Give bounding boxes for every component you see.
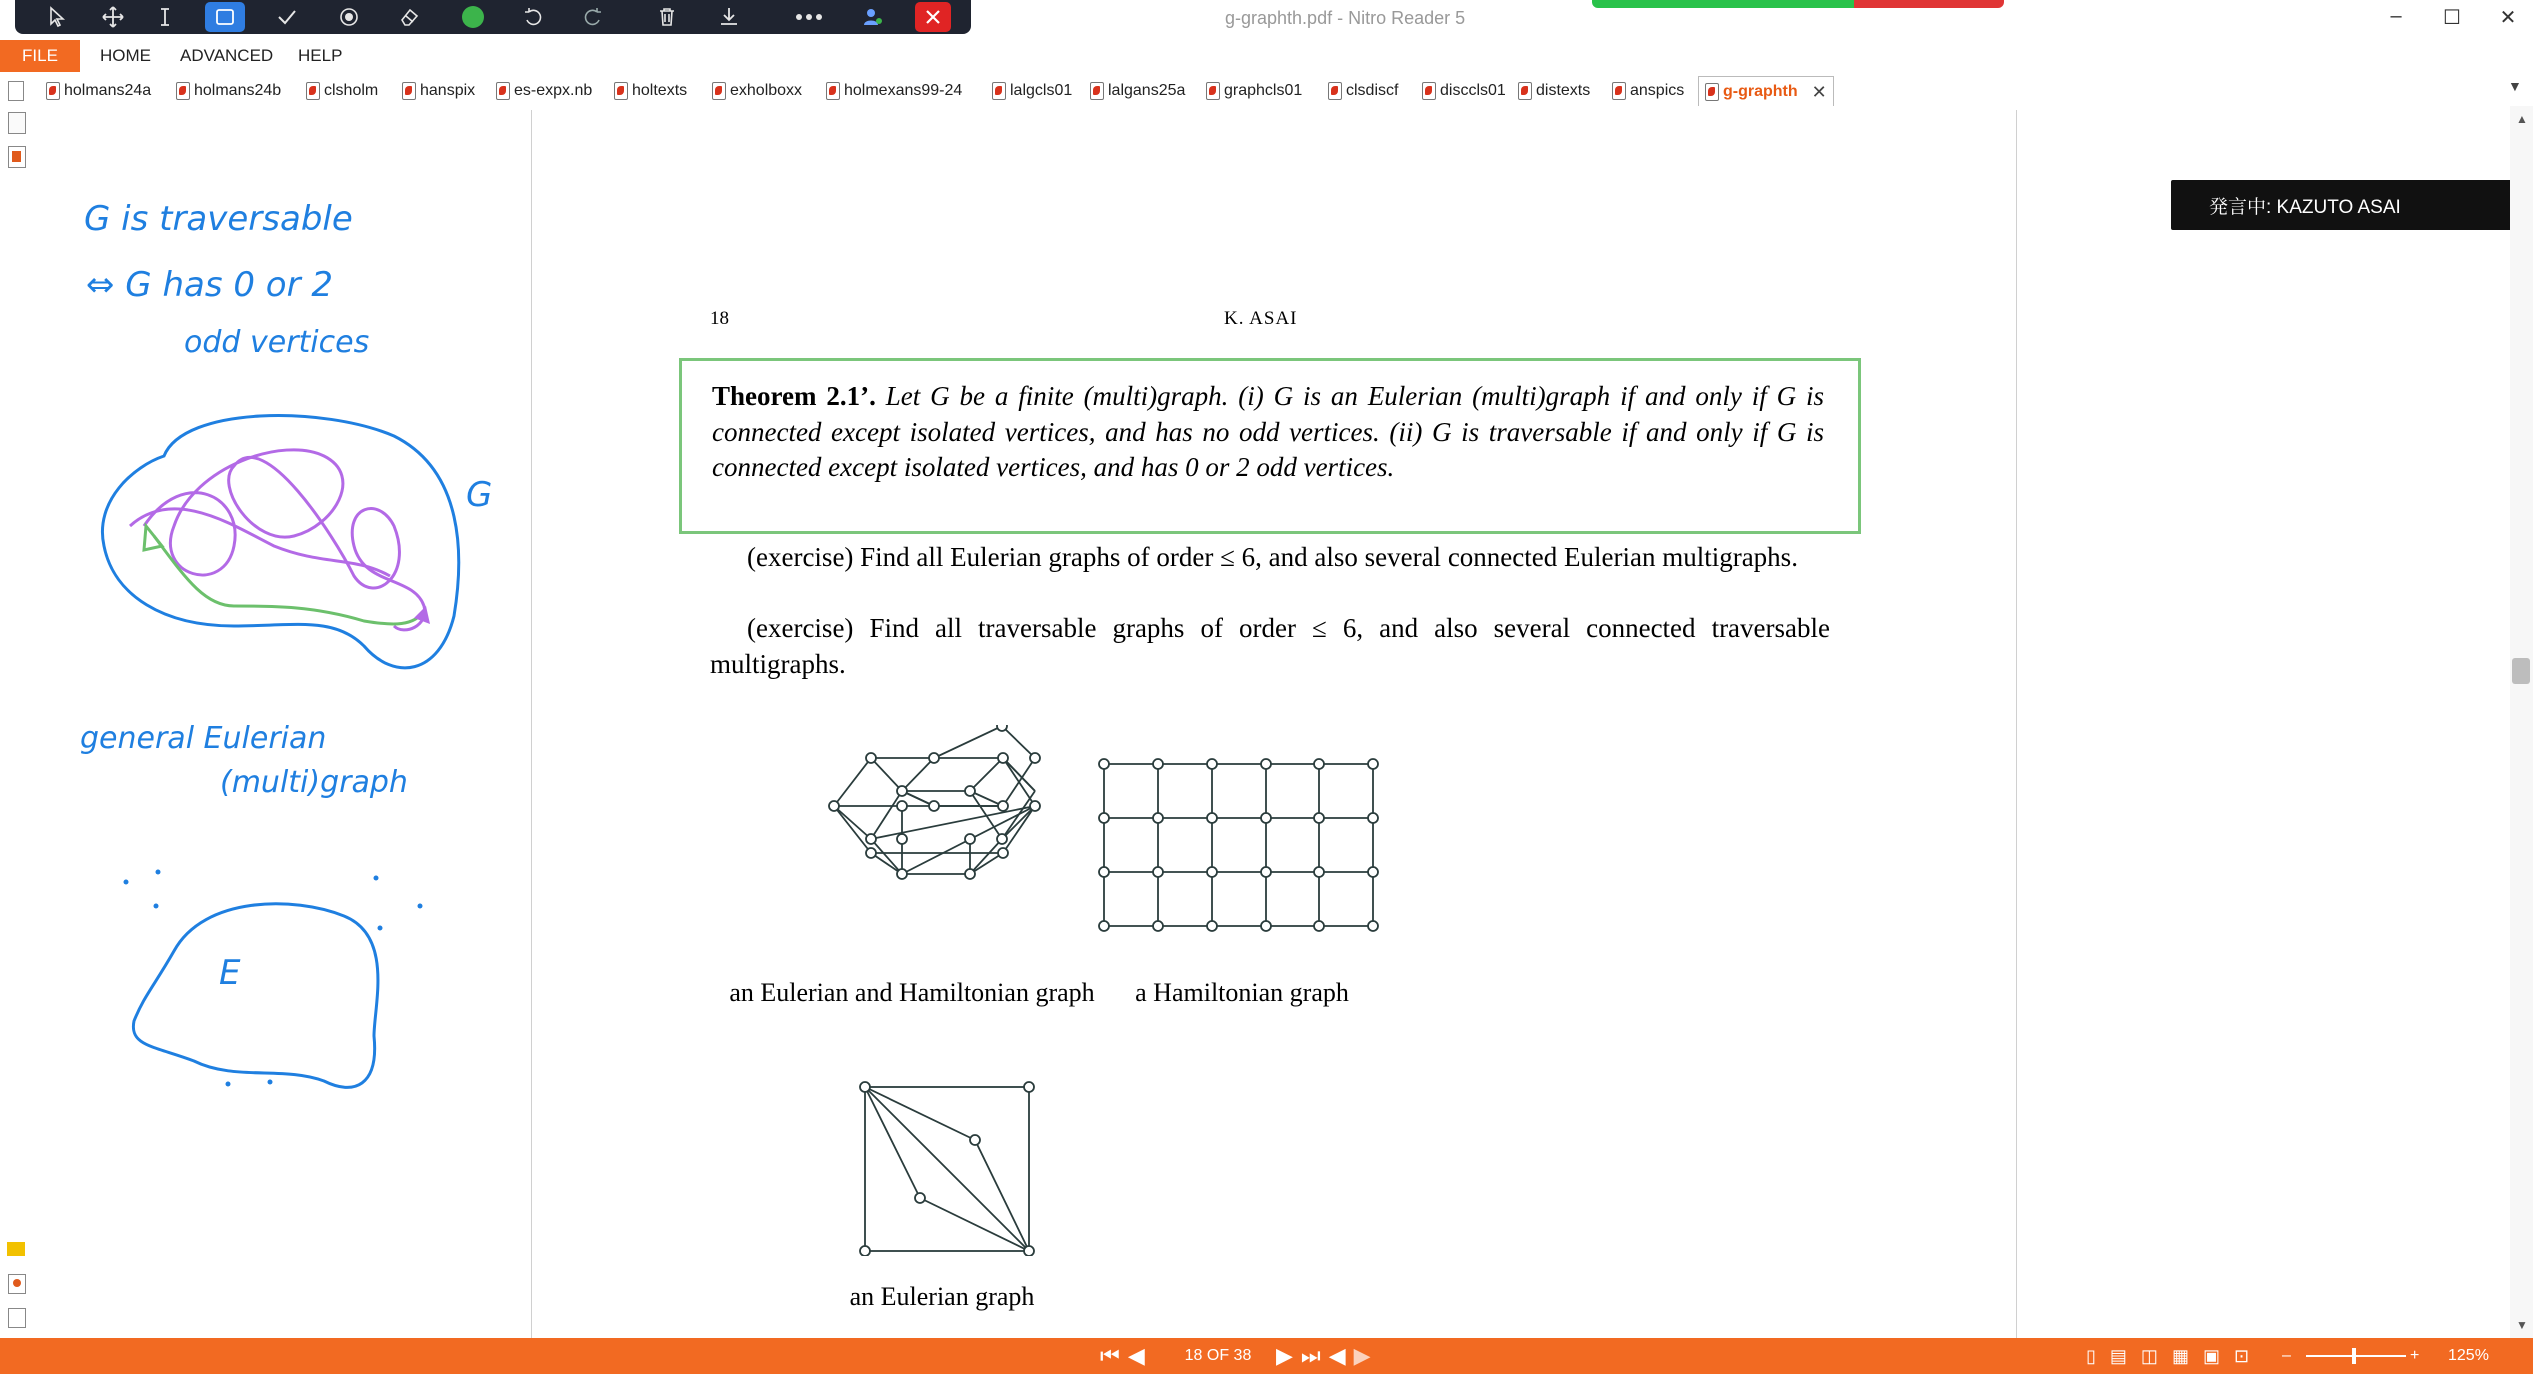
first-page-icon[interactable]: ⏮ <box>1100 1343 1120 1368</box>
toolbar-close-icon[interactable] <box>915 2 951 32</box>
document-view <box>531 106 2021 1338</box>
window-title: g-graphth.pdf - Nitro Reader 5 <box>1225 8 1466 28</box>
attachment-panel-icon[interactable] <box>8 146 26 168</box>
note-label-g: G <box>466 475 493 515</box>
page-icon[interactable] <box>8 81 24 101</box>
caption-fig2: a Hamiltonian graph <box>1135 978 1349 1007</box>
forward-view-icon[interactable]: ▶ <box>1353 1343 1371 1368</box>
meeting-status-bar <box>1592 0 2004 8</box>
exercise-2: (exercise) Find all traversable graphs of order ≤ 6, and also several connected traversable multigraphs. <box>710 613 1830 679</box>
tab-close-icon[interactable]: ✕ <box>1811 81 1827 102</box>
zoom-in-icon[interactable]: + <box>2410 1347 2420 1364</box>
tab-holmans24a[interactable]: holmans24a <box>46 78 151 104</box>
next-page-icon[interactable]: ▶ <box>1276 1343 1293 1368</box>
caption-fig1: an Eulerian and Hamiltonian graph <box>729 978 1095 1007</box>
scroll-up-icon[interactable]: ▲ <box>2516 112 2528 126</box>
facing-continuous-view-icon[interactable]: ▦ <box>2171 1345 2189 1366</box>
arrow-start-icon <box>144 526 162 550</box>
zoom-level[interactable]: 125% <box>2448 1347 2489 1364</box>
fit-width-icon[interactable]: ▣ <box>2202 1345 2220 1366</box>
pdf-file-icon <box>176 82 190 100</box>
note-label-e: E <box>219 953 241 993</box>
stamp-icon[interactable] <box>327 0 371 34</box>
redo-icon[interactable] <box>571 0 615 34</box>
note-line-5: (multi)graph <box>220 765 408 800</box>
tab-lalgcls01[interactable]: lalgcls01 <box>992 78 1072 104</box>
pdf-file-icon <box>1612 82 1626 100</box>
tab-graphcls01[interactable]: graphcls01 <box>1206 78 1302 104</box>
text-cursor-icon[interactable] <box>143 0 187 34</box>
user-icon[interactable] <box>851 0 895 34</box>
tab-distexts[interactable]: distexts <box>1518 78 1590 104</box>
select-icon[interactable] <box>35 0 79 34</box>
pdf-file-icon <box>1705 83 1719 101</box>
chevron-down-icon[interactable]: ▼ <box>2508 78 2522 94</box>
exercise-1: (exercise) Find all Eulerian graphs of order ≤ 6, and also several connected Eulerian multigraphs. <box>747 542 1798 572</box>
zoom-slider-thumb[interactable] <box>2352 1348 2356 1364</box>
pdf-file-icon <box>1090 82 1104 100</box>
page-number: 18 <box>710 308 729 329</box>
more-icon[interactable] <box>787 0 831 34</box>
pdf-file-icon <box>826 82 840 100</box>
pdf-file-icon <box>1422 82 1436 100</box>
pages-icon[interactable] <box>8 1308 26 1328</box>
fullscreen-icon[interactable]: ⊡ <box>2233 1345 2250 1366</box>
menu-file[interactable]: FILE <box>0 40 80 72</box>
tab-clsdiscf[interactable]: clsdiscf <box>1328 78 1398 104</box>
previous-page-icon[interactable]: ◀ <box>1127 1343 1145 1368</box>
move-icon[interactable] <box>91 0 135 34</box>
pdf-file-icon <box>402 82 416 100</box>
left-panel-rail <box>0 106 35 1338</box>
menu-home[interactable]: HOME <box>100 46 151 65</box>
tab-anspics[interactable]: anspics <box>1612 78 1684 104</box>
tab-g-graphth[interactable]: g-graphth ✕ <box>1698 76 1834 107</box>
tab-hanspix[interactable]: hanspix <box>402 78 475 104</box>
pdf-file-icon <box>992 82 1006 100</box>
file-icon[interactable] <box>8 1274 26 1294</box>
trash-icon[interactable] <box>645 0 689 34</box>
maximize-button[interactable]: ☐ <box>2443 7 2461 29</box>
rectangle-icon[interactable] <box>205 2 245 32</box>
color-dot-icon[interactable] <box>451 0 495 34</box>
pdf-file-icon <box>306 82 320 100</box>
continuous-view-icon[interactable]: ▤ <box>2109 1345 2127 1366</box>
comment-icon[interactable] <box>7 1242 25 1256</box>
last-page-icon[interactable]: ⏭ <box>1300 1343 1321 1368</box>
facing-view-icon[interactable]: ◫ <box>2140 1345 2158 1366</box>
figure-hamiltonian-grid-graph <box>1097 757 1383 935</box>
document-tab-bar <box>0 72 2533 107</box>
handwriting-canvas <box>34 106 531 1338</box>
speaking-indicator: 発言中: KAZUTO ASAI <box>2171 180 2513 230</box>
tab-holmans24b[interactable]: holmans24b <box>176 78 281 104</box>
tab-clsholm[interactable]: clsholm <box>306 78 378 104</box>
tab-disccls01[interactable]: disccls01 <box>1422 78 1506 104</box>
undo-icon[interactable] <box>511 0 555 34</box>
menu-bar <box>0 40 2533 72</box>
pdf-file-icon <box>496 82 510 100</box>
check-icon[interactable] <box>265 0 309 34</box>
eraser-icon[interactable] <box>387 0 431 34</box>
note-line-4: general Eulerian <box>80 721 327 756</box>
status-bar <box>0 1338 2533 1374</box>
back-view-icon[interactable]: ◀ <box>1328 1343 1346 1368</box>
pdf-page <box>531 110 2017 1342</box>
pdf-file-icon <box>46 82 60 100</box>
tab-es-expx[interactable]: es-expx.nb <box>496 78 592 104</box>
zoom-slider[interactable] <box>2306 1355 2406 1357</box>
annotation-toolbar <box>15 0 971 34</box>
zoom-out-icon[interactable]: – <box>2282 1347 2291 1364</box>
eulerian-region-outline <box>133 904 378 1088</box>
pdf-file-icon <box>614 82 628 100</box>
theorem-box <box>679 358 1861 534</box>
running-header: K. ASAI <box>1224 308 1298 329</box>
pdf-file-icon <box>712 82 726 100</box>
tab-exholboxx[interactable]: exholboxx <box>712 78 802 104</box>
single-page-view-icon[interactable]: ▯ <box>2086 1345 2096 1366</box>
pdf-file-icon <box>1206 82 1220 100</box>
vertical-scrollbar[interactable] <box>2510 106 2533 1338</box>
handwriting-pane <box>34 106 531 1338</box>
eulerian-path-stroke <box>144 450 425 630</box>
theorem-label: Theorem 2.1’. <box>712 381 876 411</box>
minimize-button[interactable]: – <box>2390 5 2402 27</box>
figure-eulerian-hamiltonian-graph <box>802 725 1042 905</box>
note-line-1: G is traversable <box>84 199 353 239</box>
scrollbar-thumb[interactable] <box>2512 658 2530 684</box>
scroll-down-icon[interactable]: ▼ <box>2516 1318 2528 1332</box>
note-line-3: odd vertices <box>184 325 370 360</box>
pdf-file-icon <box>1518 82 1532 100</box>
menu-help[interactable]: HELP <box>298 46 343 65</box>
right-empty-area <box>2021 106 2510 1338</box>
page-indicator[interactable]: 18 OF 38 <box>1182 1338 1254 1374</box>
traversal-path-stroke <box>154 536 424 624</box>
bookmark-panel-icon[interactable] <box>8 112 26 134</box>
caption-fig3: an Eulerian graph <box>849 1282 1035 1311</box>
note-line-2: ⇔ G has 0 or 2 <box>86 265 334 305</box>
tab-lalgans25a[interactable]: lalgans25a <box>1090 78 1185 104</box>
tab-holmexans99-24[interactable]: holmexans99-24 <box>826 78 962 104</box>
pdf-file-icon <box>1328 82 1342 100</box>
menu-advanced[interactable]: ADVANCED <box>180 46 274 65</box>
close-button[interactable]: ✕ <box>2499 7 2517 29</box>
theorem-statement: Let G be a finite (multi)graph. (i) G is an Eulerian (multi)graph if and only if G is connected except isolated vertices, and has no odd vertices. (ii) G is traversable if and only if G is connected except isolated vertices, and has 0 or 2 odd vertices. <box>712 381 1824 482</box>
figure-eulerian-graph <box>858 1080 1038 1256</box>
tab-holtexts[interactable]: holtexts <box>614 78 687 104</box>
download-icon[interactable] <box>707 0 751 34</box>
